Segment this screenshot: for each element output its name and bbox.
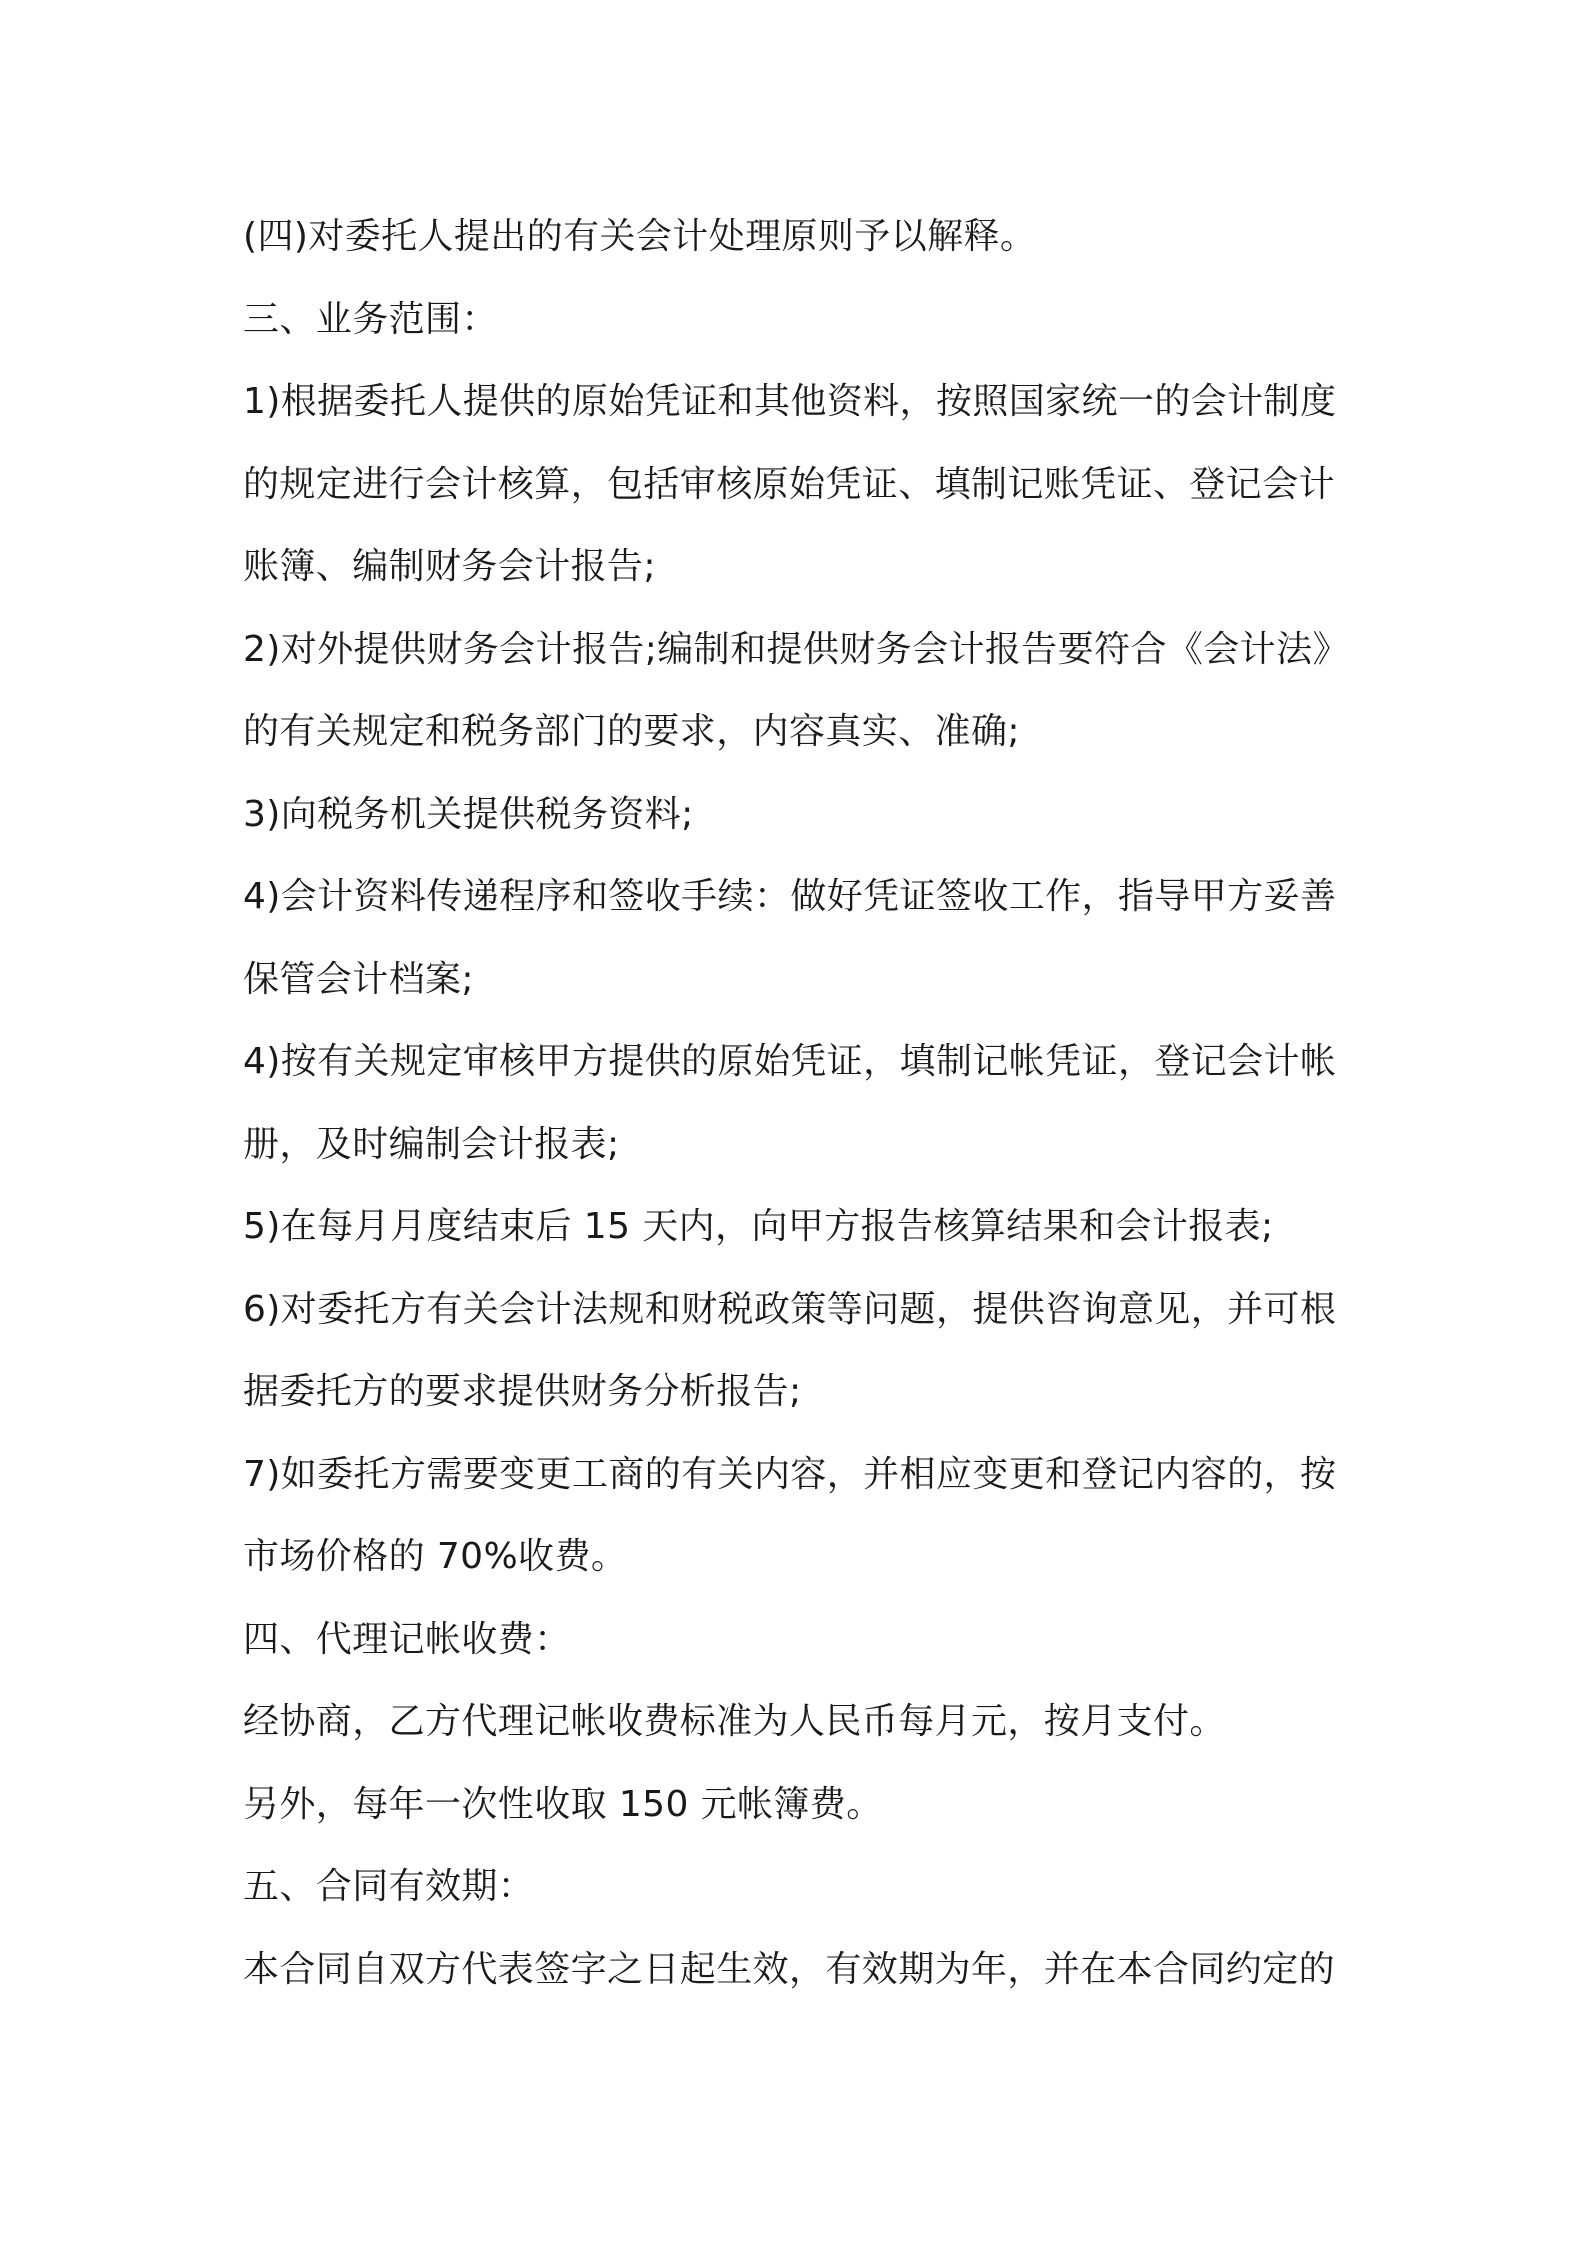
text-line: 的规定进行会计核算，包括审核原始凭证、填制记账凭证、登记会计 xyxy=(243,463,1336,505)
section-heading: 五、合同有效期： xyxy=(243,1866,535,1907)
text-line: 的有关规定和税务部门的要求，内容真实、准确; xyxy=(243,711,1020,752)
text-line: 据委托方的要求提供财务分析报告; xyxy=(243,1371,802,1412)
text-line: 5)在每月月度结束后 15 天内，向甲方报告核算结果和会计报表; xyxy=(243,1206,1274,1247)
text-line: 经协商，乙方代理记帐收费标准为人民币每月元，按月支付。 xyxy=(243,1701,1226,1742)
section-heading: 三、业务范围： xyxy=(243,298,498,340)
text-line: 1)根据委托人提供的原始凭证和其他资料，按照国家统一的会计制度 xyxy=(243,381,1337,422)
document-body xyxy=(243,196,1363,2011)
text-line: 册，及时编制会计报表; xyxy=(243,1123,620,1165)
text-line: 2)对外提供财务会计报告;编制和提供财务会计报告要符合《会计法》 xyxy=(243,628,1349,670)
text-line: 保管会计档案; xyxy=(243,958,474,1000)
text-line: 3)向税务机关提供税务资料; xyxy=(243,793,694,835)
text-line: (四)对委托人提出的有关会计处理原则予以解释。 xyxy=(243,216,1037,257)
text-line: 另外，每年一次性收取 150 元帐簿费。 xyxy=(243,1783,883,1825)
section-heading: 四、代理记帐收费： xyxy=(243,1618,571,1660)
text-line: 6)对委托方有关会计法规和财税政策等问题，提供咨询意见，并可根 xyxy=(243,1288,1337,1330)
text-line: 7)如委托方需要变更工商的有关内容，并相应变更和登记内容的，按 xyxy=(243,1453,1337,1495)
text-line: 本合同自双方代表签字之日起生效，有效期为年，并在本合同约定的 xyxy=(243,1948,1336,1990)
text-line: 市场价格的 70%收费。 xyxy=(243,1536,628,1577)
text-line: 4)按有关规定审核甲方提供的原始凭证，填制记帐凭证，登记会计帐 xyxy=(243,1041,1337,1082)
text-line: 账簿、编制财务会计报告; xyxy=(243,546,656,587)
text-line: 4)会计资料传递程序和签收手续：做好凭证签收工作，指导甲方妥善 xyxy=(243,876,1337,917)
